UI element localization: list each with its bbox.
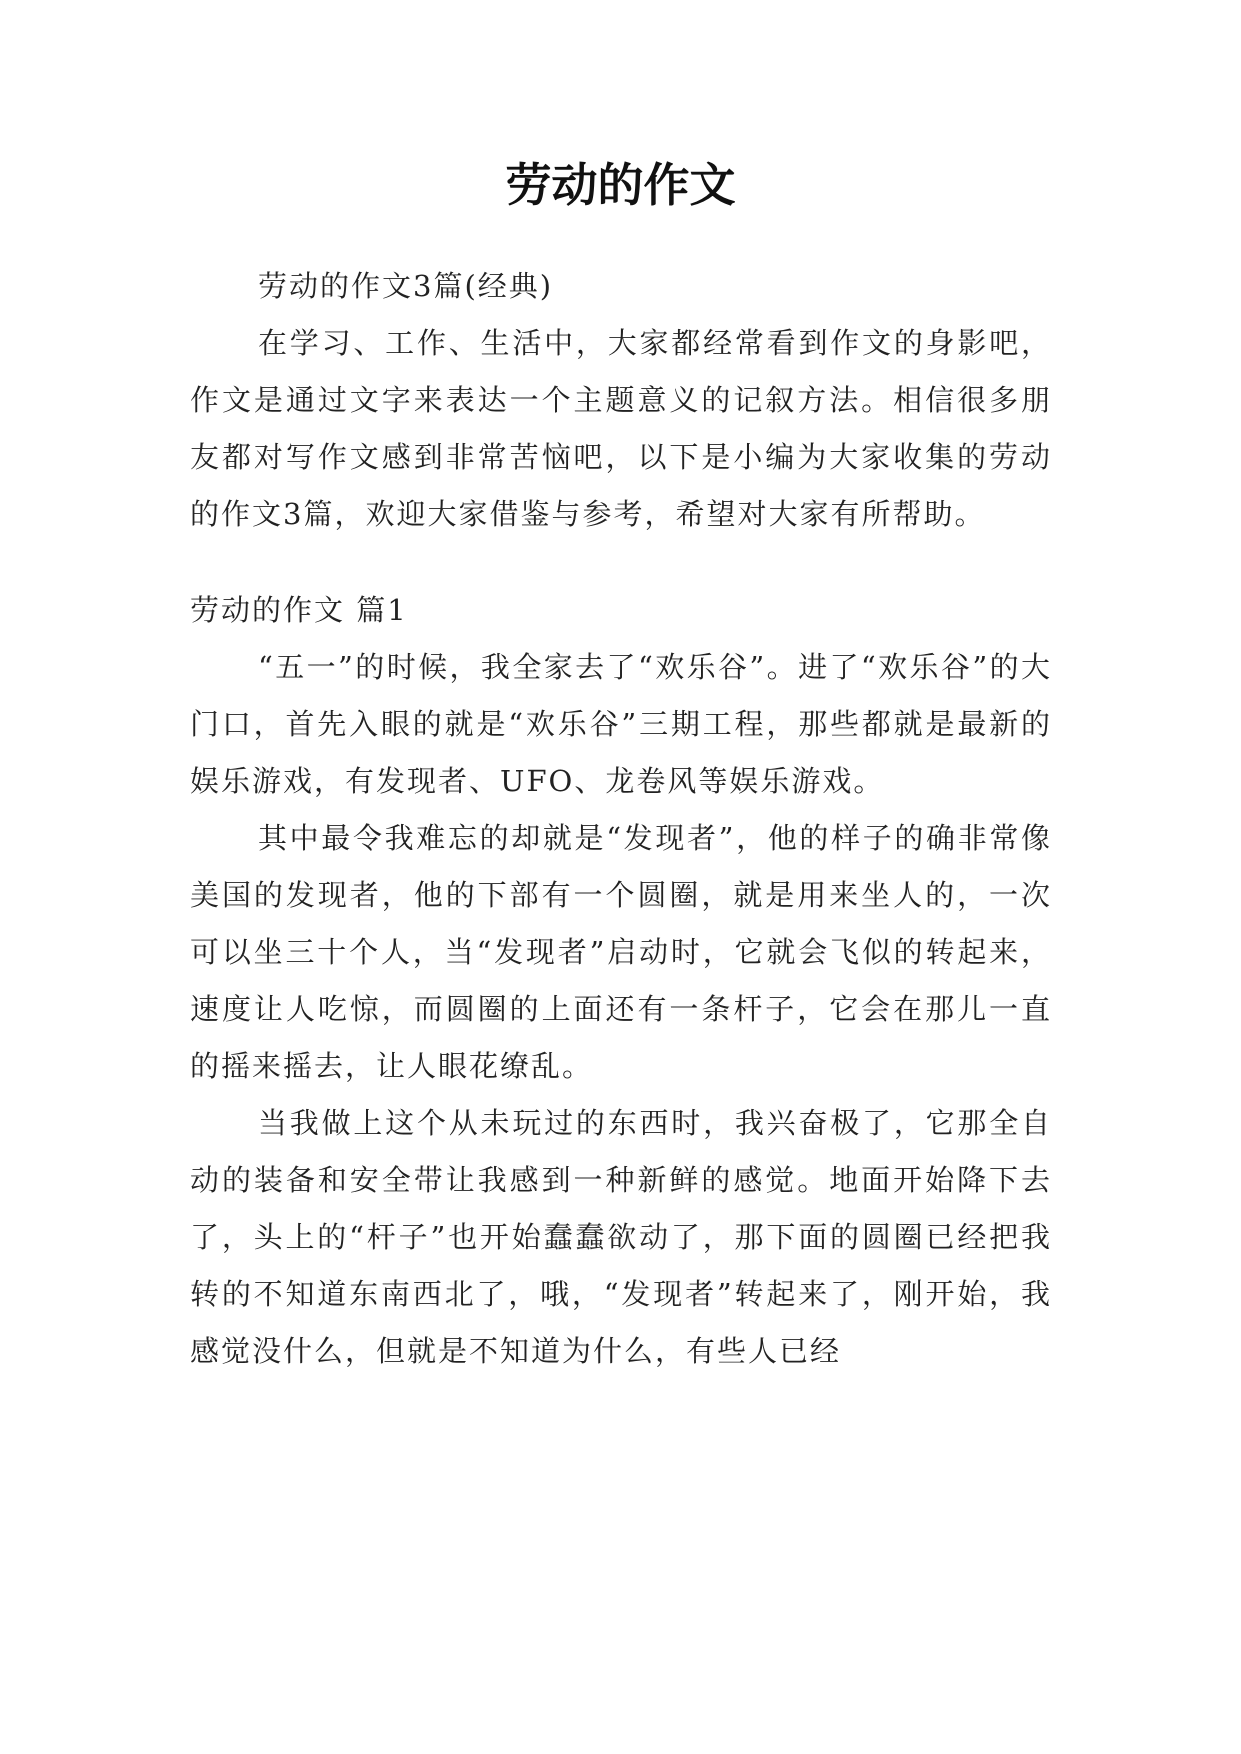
body-paragraph: 当我做上这个从未玩过的东西时，我兴奋极了，它那全自动的装备和安全带让我感到一种新鲜的感觉。地面开始降下去了，头上的“杆子”也开始蠢蠢欲动了，那下面的圆圈已经把我转的不知道东南西北了，哦，“发现者”转起来了，刚开始，我感觉没什么，但就是不知道为什么，有些人已经 bbox=[190, 1106, 1052, 1368]
section-heading: 劳动的作文 篇1 bbox=[190, 593, 408, 627]
document-subtitle: 劳动的作文3篇(经典) bbox=[258, 269, 554, 303]
body-paragraph: “五一”的时候，我全家去了“欢乐谷”。进了“欢乐谷”的大门口，首先入眼的就是“欢乐谷”三期工程，那些都就是最新的娱乐游戏，有发现者、UFO、龙卷风等娱乐游戏。 bbox=[190, 650, 1052, 798]
document-body bbox=[190, 258, 1052, 1380]
body-paragraph: 其中最令我难忘的却就是“发现者”，他的样子的确非常像美国的发现者，他的下部有一个圆圈，就是用来坐人的，一次可以坐三十个人，当“发现者”启动时，它就会飞似的转起来，速度让人吃惊，而圆圈的上面还有一条杆子，它会在那儿一直的摇来摇去，让人眼花缭乱。 bbox=[190, 821, 1052, 1083]
document-title: 劳动的作文 bbox=[505, 158, 736, 212]
intro-paragraph: 在学习、工作、生活中，大家都经常看到作文的身影吧，作文是通过文字来表达一个主题意义的记叙方法。相信很多朋友都对写作文感到非常苦恼吧，以下是小编为大家收集的劳动的作文3篇，欢迎大家借鉴与参考，希望对大家有所帮助。 bbox=[190, 326, 1052, 531]
